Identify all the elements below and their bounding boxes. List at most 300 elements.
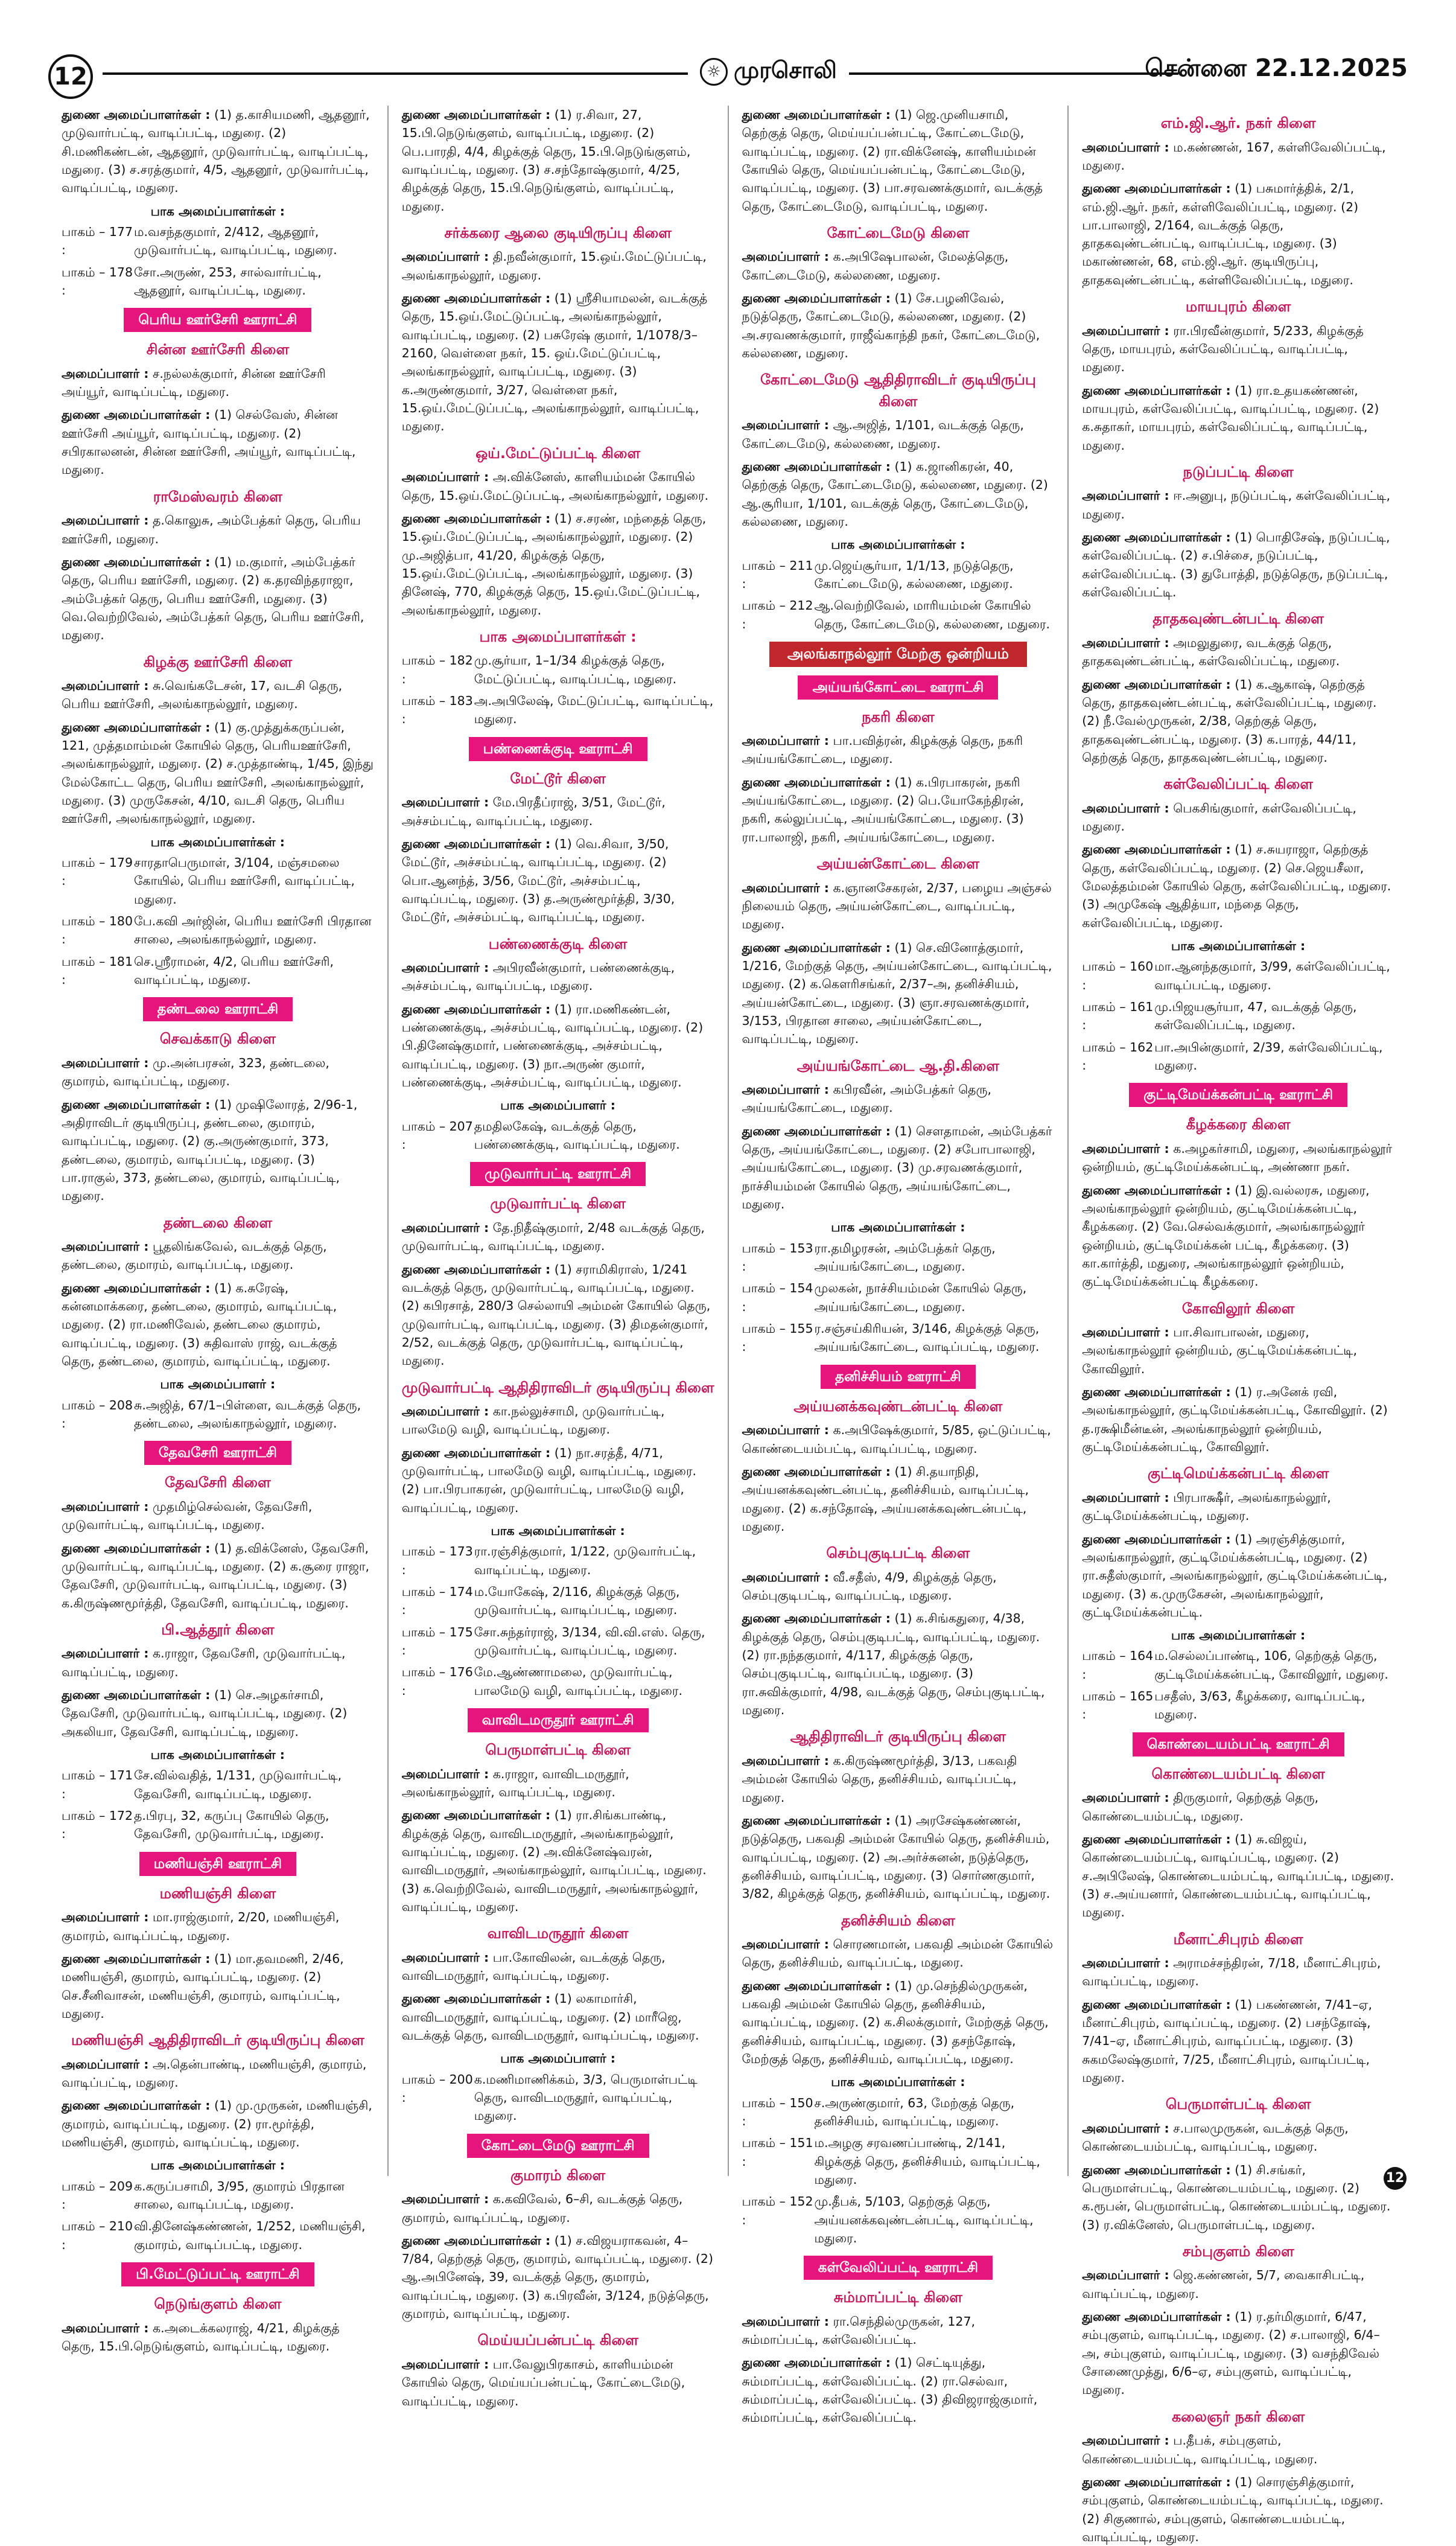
member-entry xyxy=(62,1539,374,1612)
role-label: அமைப்பாளர் : xyxy=(401,1404,489,1419)
member-details: பூதலிங்கவேல், வடக்குத் தெரு, தண்டலை, குமாரம், வாடிப்பட்டி, மதுரை. xyxy=(62,1239,327,1272)
member-details: அ.விக்னேஸ், காளியம்மன் கோயில் தெரு, 15.ஒய்.மேட்டுப்பட்டி, அலங்காநல்லூர், மதுரை. xyxy=(401,470,709,503)
member-details: (1) சே.பழனிவேல், நடுத்தெரு, கோட்டைமேடு, கல்லணை, மதுரை. (2) அ.சரவணக்குமார், ராஜீவ்காந்தி நகர், கோட்டைமேடு, கல்லணை, மதுரை. xyxy=(742,291,1040,361)
booth-agent: ரா.தமிழரசன், அம்பேத்கர் தெரு, அய்யங்கோட்டை, மதுரை. xyxy=(814,1240,996,1274)
role-label: துணை அமைப்பாளர்கள் : xyxy=(1082,2309,1231,2324)
member-entry xyxy=(62,718,374,828)
role-label: அமைப்பாளர் : xyxy=(742,733,829,748)
panchayat-heading: கோட்டைமேடு ஊராட்சி xyxy=(467,2134,649,2158)
member-details: (1) அரசேஷ்கண்ணன், நடுத்தெரு, பகவதி அம்மன் கோயில் தெரு, தனிச்சியம், வாடிப்பட்டி, மதுரை. (2) அ.அர்ச்சுனன், நடுத்தெரு, தனிச்சியம், வாடிப்பட்டி, மதுரை. (3) சொர்ணகுமார், 3/82, கிழக்குத் தெரு, தனிச்சியம், வாடிப்பட்டி, மதுரை. xyxy=(742,1813,1051,1901)
member-entry xyxy=(62,1908,374,1945)
booth-entry xyxy=(742,1239,1055,1276)
member-details: (1) க.சுரேஷ், கன்னமாக்கரை, தண்டலை, குமாரம், வாடிப்பட்டி, மதுரை. (2) ரா.மணிவேல், தண்டலை குமாரம், வாடிப்பட்டி, மதுரை. (3) சுதிவாஸ் ராஜ், வடக்குத் தெரு, தண்டலை, குமாரம், வாடிப்பட்டி, மதுரை. xyxy=(62,1280,337,1369)
member-details: தே.நிதீஷ்குமார், 2/48 வடக்குத் தெரு, முடுவார்பட்டி, வாடிப்பட்டி, மதுரை. xyxy=(401,1220,705,1254)
booth-agent: மு.பிஜயசூர்யா, 47, வடக்குத் தெரு, கள்வேலிப்பட்டி, மதுரை. xyxy=(1154,1000,1357,1033)
member-details: (1) சு.விஜய், கொண்டையம்பட்டி, வாடிப்பட்டி, மதுரை. (2) ச.அபிலேஷ், கொண்டையம்பட்டி, வாடிப்பட்டி, மதுரை. (3) ச.அய்யனார், கொண்டையம்பட்டி, வாடிப்பட்டி, மதுரை. xyxy=(1082,1832,1394,1920)
role-label: துணை அமைப்பாளர்கள் : xyxy=(401,2233,551,2248)
booth-agent: மு.சூர்யா, 1–1/34 கிழக்குத் தெரு, மேட்டுப்பட்டி, வாடிப்பட்டி, மதுரை. xyxy=(474,653,677,686)
member-entry xyxy=(1082,1488,1394,1525)
subheading: பாக அமைப்பாளர் : xyxy=(500,2051,615,2066)
booth-agent: பா.அபின்குமார், 2/39, கள்வேலிப்பட்டி, மதுரை. xyxy=(1154,1039,1383,1073)
member-entry xyxy=(1082,1954,1394,1991)
member-entry xyxy=(742,939,1055,1048)
role-label: துணை அமைப்பாளர்கள் : xyxy=(1082,530,1231,545)
booth-agent: க.கருப்பசாமி, 3/95, குமாரம் பிரதான சாலை, வாடிப்பட்டி, மதுரை. xyxy=(134,2178,345,2212)
member-details: (1) சி.தயாநிதி, அய்யனக்கவுண்டன்பட்டி, தனிச்சியம், வாடிப்பட்டி, மதுரை. (2) க.சந்தோஷ், அய்யனக்கவுண்டன்பட்டி, மதுரை. xyxy=(742,1464,1029,1534)
member-details: (1) செ.அழகர்சாமி, தேவசேரி, முடுவார்பட்டி, வாடிப்பட்டி, மதுரை. (2) அகலியா, தேவசேரி, வாடிப்பட்டி, மதுரை. xyxy=(62,1688,348,1739)
role-label: அமைப்பாளர் : xyxy=(401,795,489,810)
booth-number: பாகம் – 181 : xyxy=(62,954,133,987)
branch-heading: எம்.ஜி.ஆர். நகர் கிளை xyxy=(1160,115,1316,132)
subheading: பாக அமைப்பாளர்கள் : xyxy=(150,1747,285,1763)
booth-number: பாகம் – 211 : xyxy=(742,558,813,592)
panchayat-heading: தேவசேரி ஊராட்சி xyxy=(144,1441,291,1465)
role-label: அமைப்பாளர் : xyxy=(742,2314,829,2329)
booth-entry xyxy=(742,596,1055,633)
member-entry xyxy=(402,1260,714,1370)
member-details: பிரபாக்ஷீர், அலங்காநல்லூர், குட்டிமேய்க்கன்பட்டி, மதுரை. xyxy=(1082,1490,1331,1523)
member-entry xyxy=(1082,179,1394,289)
branch-heading: தாதகவுண்டன்பட்டி கிளை xyxy=(1152,610,1324,628)
member-details: (1) க.சிங்கதுரை, 4/38, கிழக்குத் தெரு, செம்புகுடிபட்டி, வாடிப்பட்டி, மதுரை. (2) ரா.நந்தகுமார், 4/117, கிழக்குத் தெரு, செம்புகுடிபட்டி, வாடிப்பட்டி, மதுரை. (3) ரா.சுவிக்குமார், 4/98, வடக்குத் தெரு, செம்புகுடிபட்டி, மதுரை. xyxy=(742,1611,1045,1718)
member-details: ஆ.அஜித், 1/101, வடக்குத் தெரு, கோட்டைமேடு, கல்லணை, மதுரை. xyxy=(742,418,1024,451)
role-label: துணை அமைப்பாளர்கள் : xyxy=(742,2355,891,2370)
booth-entry xyxy=(62,263,374,300)
member-details: ரா.பிரவீன்குமார், 5/233, கிழக்குத் தெரு, மாயபுரம், கள்வேலிப்பட்டி, வாடிப்பட்டி, மதுரை. xyxy=(1082,323,1364,375)
role-label: அமைப்பாளர் : xyxy=(742,1937,829,1952)
branch-heading: சம்புகுளம் கிளை xyxy=(1182,2242,1294,2260)
member-entry xyxy=(1082,2308,1394,2399)
role-label: அமைப்பாளர் : xyxy=(742,418,829,433)
booth-number: பாகம் – 165 : xyxy=(1082,1689,1154,1722)
booth-number: பாகம் – 151 : xyxy=(742,2136,813,2169)
booth-number: பாகம் – 208 : xyxy=(62,1397,133,1431)
dateline: சென்னை 22.12.2025 xyxy=(1145,54,1408,82)
member-entry xyxy=(742,458,1055,531)
member-entry xyxy=(742,1122,1055,1214)
role-label: துணை அமைப்பாளர்கள் : xyxy=(401,511,551,526)
panchayat-heading: தண்டலை ஊராட்சி xyxy=(143,997,293,1021)
member-details: சொரணமான், பகவதி அம்மன் கோயில் தெரு, தனிச்சியம், வாடிப்பட்டி, மதுரை. xyxy=(742,1937,1054,1970)
member-entry xyxy=(1082,1323,1394,1378)
member-entry xyxy=(402,835,714,927)
booth-agent: சே.வில்வதித், 1/131, முடுவார்பட்டி, தேவசேரி, வாடிப்பட்டி, மதுரை. xyxy=(134,1768,342,1801)
branch-heading: பி.ஆத்தூர் கிளை xyxy=(161,1621,275,1638)
branch-heading: பண்ணைக்குடி கிளை xyxy=(488,935,628,952)
booth-entry xyxy=(62,1396,374,1433)
role-label: துணை அமைப்பாளர்கள் : xyxy=(1082,1531,1231,1546)
branch-heading: மணியஞ்சி கிளை xyxy=(159,1884,276,1902)
booth-number: பாகம் – 164 : xyxy=(1082,1648,1154,1682)
member-details: ச.நல்லக்குமார், சின்ன ஊர்சேரி அய்யூர், வாடிப்பட்டி, மதுரை. xyxy=(62,366,326,400)
masthead xyxy=(48,54,1408,97)
booth-number: பாகம் – 174 : xyxy=(401,1584,473,1618)
member-details: பா.கோவிலன், வடக்குத் தெரு, வாவிடமருதூர், வாடிப்பட்டி, மதுரை. xyxy=(401,1950,666,1983)
member-details: க.அழகர்சாமி, மதுரை, அலங்காநல்லூர் ஒன்றியம், குட்டிமேய்க்கன்பட்டி, அண்ணா நகர். xyxy=(1082,1141,1393,1175)
booth-number: பாகம் – 176 : xyxy=(401,1665,473,1698)
role-label: துணை அமைப்பாளர்கள் : xyxy=(62,107,211,122)
booth-entry xyxy=(742,2094,1055,2131)
member-entry xyxy=(1082,634,1394,671)
role-label: துணை அமைப்பாளர்கள் : xyxy=(742,1464,891,1479)
member-details: (1) த.காசியமணி, ஆதனூர், முடுவார்பட்டி, வாடிப்பட்டி, மதுரை. (2) சி.மணிகண்டன், ஆதனூர், முடுவார்பட்டி, வாடிப்பட்டி, மதுரை. (3) ச.சரத்குமார், 4/5, ஆதனூர், முடுவார்பட்டி, வாடிப்பட்டி, மதுரை. xyxy=(62,107,370,196)
booth-agent: ம.செல்லப்பாண்டி, 106, தெற்குத் தெரு, குட்டிமேய்க்கன்பட்டி, கோவிலூர், மதுரை. xyxy=(1154,1648,1388,1682)
column-2 xyxy=(389,106,729,2408)
role-label: துணை அமைப்பாளர்கள் : xyxy=(1082,2162,1231,2177)
panchayat-heading: வாவிடமருதூர் ஊராட்சி xyxy=(468,1708,649,1732)
booth-entry xyxy=(1082,957,1394,994)
booth-number: பாகம் – 153 : xyxy=(742,1240,813,1274)
role-label: அமைப்பாளர் : xyxy=(62,1646,149,1661)
booth-number: பாகம் – 161 : xyxy=(1082,1000,1154,1033)
member-details: (1) செட்டியுத்து, சும்மாப்பட்டி, கள்வேலிப்பட்டி. (2) ரா.செல்வா, சும்மாப்பட்டி, கள்வேலிப்பட்டி. (3) திவிஜராஜ்குமார், சும்மாப்பட்டி, கள்வேலிப்பட்டி. xyxy=(742,2355,1038,2425)
booth-number: பாகம் – 171 : xyxy=(62,1768,133,1801)
branch-heading: ராமேஸ்வரம் கிளை xyxy=(153,488,282,505)
panchayat-heading: பண்ணைக்குடி ஊராட்சி xyxy=(469,737,647,761)
member-entry xyxy=(62,1686,374,1741)
member-entry xyxy=(1082,2431,1394,2468)
booth-number: பாகம் – 200 : xyxy=(401,2072,473,2105)
member-entry xyxy=(742,1421,1055,1458)
role-label: அமைப்பாளர் : xyxy=(1082,635,1169,650)
role-label: துணை அமைப்பாளர்கள் : xyxy=(62,1951,211,1966)
role-label: துணை அமைப்பாளர்கள் : xyxy=(401,1445,551,1460)
role-label: துணை அமைப்பாளர்கள் : xyxy=(742,1813,891,1828)
member-entry xyxy=(62,2055,374,2092)
role-label: துணை அமைப்பாளர்கள் : xyxy=(1082,842,1231,857)
role-label: அமைப்பாளர் : xyxy=(742,880,829,895)
member-details: (1) சி.சங்கர், பெருமாள்பட்டி, கொண்டையம்பட்டி, மதுரை. (2) க.ரூபன், பெருமாள்பட்டி, கொண்டையம்பட்டி, மதுரை. (3) ர.விக்னேஸ், பெருமாள்பட்டி, மதுரை. xyxy=(1082,2162,1391,2232)
branch-heading: அய்யனக்கவுண்டன்பட்டி கிளை xyxy=(793,1397,1003,1415)
role-label: அமைப்பாளர் : xyxy=(1082,1956,1169,1971)
booth-number: பாகம் – 178 : xyxy=(62,264,133,298)
member-entry xyxy=(1082,1996,1394,2087)
member-entry xyxy=(742,1935,1055,1972)
booth-number: பாகம் – 207 : xyxy=(401,1118,473,1152)
member-details: (1) சராமிகிராஸ், 1/241 வடக்குத் தெரு, முடுவார்பட்டி, வாடிப்பட்டி, மதுரை. (2) கபிரசாத், 280/3 செல்லாயி அம்மன் கோயில் தெரு, முடுவார்பட்டி, வாடிப்பட்டி, மதுரை. (3) திமதன்குமார், 2/52, வடக்குத் தெரு, முடுவார்பட்டி, வாடிப்பட்டி, மதுரை. xyxy=(401,1262,711,1368)
role-label: அமைப்பாளர் : xyxy=(401,249,489,264)
role-label: துணை அமைப்பாளர்கள் : xyxy=(62,1540,211,1555)
role-label: துணை அமைப்பாளர்கள் : xyxy=(401,1991,551,2006)
branch-heading: மீனாட்சிபுரம் கிளை xyxy=(1173,1930,1303,1948)
branch-heading: முடுவார்பட்டி ஆதிதிராவிடர் குடியிருப்பு கிளை xyxy=(401,1379,714,1396)
member-details: (1) ச.சரண், மந்தைத் தெரு, 15.ஒய்.மேட்டுப்பட்டி, அலங்காநல்லூர், மதுரை. (2) மு.அஜித்பா, 41/20, கிழக்குத் தெரு, 15.ஒய்.மேட்டுப்பட்டி, அலங்காநல்லூர், மதுரை. (3) தினேஷ், 770, கிழக்குத் தெரு, 15.ஒய்.மேட்டுப்பட்டி, அலங்காநல்லூர், மதுரை. xyxy=(401,511,707,617)
role-label: துணை அமைப்பாளர்கள் : xyxy=(742,459,891,474)
branch-heading: மணியஞ்சி ஆதிதிராவிடர் குடியிருப்பு கிளை xyxy=(71,2032,364,2049)
booth-entry xyxy=(402,1583,714,1619)
booth-entry xyxy=(742,557,1055,593)
booth-agent: ஆ.வெற்றிவேல், மாரியம்மன் கோயில் தெரு, கோட்டைமேடு, கல்லணை, மதுரை. xyxy=(814,598,1051,631)
branch-heading: தேவசேரி கிளை xyxy=(165,1474,271,1492)
newspaper-title: முரசொலி xyxy=(734,57,837,83)
role-label: அமைப்பாளர் : xyxy=(401,960,489,975)
booth-entry xyxy=(402,1663,714,1700)
member-entry xyxy=(1082,1530,1394,1622)
subheading: பாக அமைப்பாளர்கள் : xyxy=(150,203,285,219)
booth-number: பாகம் – 209 : xyxy=(62,2178,133,2212)
role-label: துணை அமைப்பாளர்கள் : xyxy=(62,1280,211,1295)
member-details: அராமச்சந்திரன், 7/18, மீனாட்சிபுரம், வாடிப்பட்டி, மதுரை. xyxy=(1082,1956,1381,1989)
member-entry xyxy=(62,106,374,197)
booth-agent: மா.ஆனந்தகுமார், 3/99, கள்வேலிப்பட்டி, வாடிப்பட்டி, மதுரை. xyxy=(1154,959,1390,992)
role-label: துணை அமைப்பாளர்கள் : xyxy=(1082,1182,1231,1198)
booth-agent: ம.அழகு சரவணப்பாண்டி, 2/141, கிழக்குத் தெரு, தனிச்சியம், வாடிப்பட்டி, மதுரை. xyxy=(814,2136,1040,2187)
role-label: துணை அமைப்பாளர்கள் : xyxy=(742,1123,891,1138)
booth-number: பாகம் – 155 : xyxy=(742,1321,813,1354)
subheading: பாக அமைப்பாளர்கள் : xyxy=(150,834,285,849)
branch-heading: கோட்டைமேடு கிளை xyxy=(827,224,970,241)
booth-number: பாகம் – 175 : xyxy=(401,1624,473,1657)
role-label: அமைப்பாளர் : xyxy=(742,1423,829,1438)
member-details: கபிரவீன், அம்பேத்கர் தெரு, அய்யங்கோட்டை, மதுரை. xyxy=(742,1082,992,1115)
role-label: துணை அமைப்பாளர்கள் : xyxy=(62,407,211,423)
member-details: பா.சிவாபாலன், மதுரை, அலங்காநல்லூர் ஒன்றியம், குட்டிமேய்க்கன்பட்டி, கோவிலூர். xyxy=(1082,1325,1357,1376)
member-entry xyxy=(402,2232,714,2323)
branch-heading: நகரி கிளை xyxy=(862,708,935,726)
member-entry xyxy=(62,677,374,713)
role-label: அமைப்பாளர் : xyxy=(401,2192,489,2207)
role-label: அமைப்பாளர் : xyxy=(1082,1790,1169,1805)
booth-number: பாகம் – 173 : xyxy=(401,1544,473,1577)
member-details: திருகுமார், தெற்குத் தெரு, கொண்டையம்பட்டி, மதுரை. xyxy=(1082,1790,1319,1823)
branch-heading: செவக்காடு கிளை xyxy=(159,1030,276,1048)
member-details: ஜெ.கண்ணன், 5/7, வைகாசிபட்டி, வாடிப்பட்டி, மதுரை. xyxy=(1082,2268,1365,2301)
role-label: அமைப்பாளர் : xyxy=(1082,323,1169,338)
member-entry xyxy=(742,773,1055,846)
role-label: துணை அமைப்பாளர்கள் : xyxy=(401,1001,551,1016)
newspaper-logo-icon: ☼ xyxy=(700,58,728,86)
member-details: க.கவிவேல், 6–சி, வடக்குத் தெரு, குமாரம், வாடிப்பட்டி, மதுரை. xyxy=(401,2192,683,2225)
member-details: அ.தென்பாண்டி, மணியஞ்சி, குமாரம், வாடிப்பட்டி, மதுரை. xyxy=(62,2056,367,2090)
branch-heading: மாயபுரம் கிளை xyxy=(1185,298,1291,316)
member-details: கா.நல்லுச்சாமி, முடுவார்பட்டி, பாலமேடு வழி, வாடிப்பட்டி, மதுரை. xyxy=(401,1404,665,1437)
member-details: (1) ஜெ.முனியசாமி, தெற்குத் தெரு, மெய்யப்பன்பட்டி, கோட்டைமேடு, வாடிப்பட்டி, மதுரை. (2) ரா.விக்னேஷ், காளியம்மன் கோயில் தெரு, மெய்யப்பன்பட்டி, கோட்டைமேடு, வாடிப்பட்டி, மதுரை. (3) பா.சரவணக்குமார், வடக்குத் தெரு, கோட்டைமேடு, வாடிப்பட்டி, மதுரை. xyxy=(742,107,1043,214)
role-label: துணை அமைப்பாளர்கள் : xyxy=(1082,2474,1231,2489)
booth-agent: அ.அபிலேஷ், மேட்டுப்பட்டி, வாடிப்பட்டி, மதுரை. xyxy=(474,694,714,727)
booth-number: பாகம் – 154 : xyxy=(742,1281,813,1314)
member-entry xyxy=(742,1463,1055,1536)
member-details: (1) ம.குமார், அம்பேத்கர் தெரு, பெரிய ஊர்சேரி, மதுரை. (2) க.தரவிந்தராஜா, அம்பேத்கர் தெரு, பெரிய ஊர்சேரி, மதுரை. (3) வெ.வெற்றிவேல், அம்பேத்கர் தெரு, பெரிய ஊர்சேரி, மதுரை. xyxy=(62,554,364,643)
member-details: ஈ.அனுபு, நடுப்பட்டி, கள்வேலிப்பட்டி, மதுரை. xyxy=(1082,488,1391,522)
member-details: (1) ச.விஜயராகவன், 4–7/84, தெற்குத் தெரு, குமாரம், வாடிப்பட்டி, மதுரை. (2) ஆ.அபினேஷ், 39, வடக்குத் தெரு, குமாரம், வாடிப்பட்டி, மதுரை. (3) க.பிரவீன், 3/124, நடுத்தெரு, குமாரம், வாடிப்பட்டி, மதுரை. xyxy=(401,2233,713,2321)
subheading: பாக அமைப்பாளர் : xyxy=(500,1098,615,1113)
role-label: அமைப்பாளர் : xyxy=(62,1910,149,1925)
member-entry xyxy=(62,1054,374,1091)
role-label: துணை அமைப்பாளர்கள் : xyxy=(401,291,551,306)
member-details: மே.பிரதீப்ராஜ், 3/51, மேட்டூர், அச்சம்பட்டி, வாடிப்பட்டி, மதுரை. xyxy=(401,795,666,828)
subheading: பாக அமைப்பாளர்கள் : xyxy=(831,1220,965,1235)
branch-heading: செம்புகுடிபட்டி கிளை xyxy=(826,1545,970,1562)
branch-heading: குமாரம் கிளை xyxy=(510,2166,606,2184)
booth-agent: சு.அஜித், 67/1–பிள்ளை, வடக்குத் தெரு, தண்டலை, அலங்காநல்லூர், மதுரை. xyxy=(134,1397,361,1431)
member-entry xyxy=(62,553,374,645)
member-details: (1) க.ஜானிகரன், 40, தெற்குத் தெரு, கோட்டைமேடு, கல்லணை, மதுரை. (2) ஆ.சூரியா, 1/101, வடக்குத் தெரு, கோட்டைமேடு, கல்லணை, மதுரை. xyxy=(742,459,1048,529)
role-label: துணை அமைப்பாளர்கள் : xyxy=(1082,181,1231,196)
booth-agent: மு.ஜெய்சூர்யா, 1/1/13, நடுத்தெரு, கோட்டைமேடு, கல்லணை, மதுரை. xyxy=(814,558,1014,592)
branch-heading: மேட்டூர் கிளை xyxy=(510,770,606,787)
booth-number: பாகம் – 182 : xyxy=(401,653,473,686)
member-details: க.ராஜா, வாவிடமருதூர், அலங்காநல்லூர், வாடிப்பட்டி, மதுரை. xyxy=(401,1766,629,1799)
role-label: அமைப்பாளர் : xyxy=(62,1055,149,1070)
role-label: அமைப்பாளர் : xyxy=(1082,2433,1169,2448)
role-label: அமைப்பாளர் : xyxy=(401,470,489,485)
booth-entry xyxy=(1082,1687,1394,1724)
masthead-rule xyxy=(103,72,1178,75)
newspaper-name xyxy=(688,57,849,87)
booth-agent: ச.அருண்குமார், 63, மேற்குத் தெரு, தனிச்சியம், வாடிப்பட்டி, மதுரை. xyxy=(814,2095,1015,2128)
booth-agent: முலகன், நாச்சியம்மன் கோயில் தெரு, அய்யங்கோட்டை, மதுரை. xyxy=(814,1281,1027,1314)
member-entry xyxy=(62,365,374,401)
role-label: துணை அமைப்பாளர்கள் : xyxy=(62,2098,211,2113)
role-label: அமைப்பாளர் : xyxy=(62,366,149,381)
role-label: துணை அமைப்பாளர்கள் : xyxy=(1082,677,1231,692)
member-entry xyxy=(742,1080,1055,1117)
member-details: (1) சொரஞ்சித்குமார், சம்புகுளம், கொண்டையம்பட்டி, வாடிப்பட்டி, மதுரை. (2) சிகுணால், சம்புகுளம், கொண்டையம்பட்டி, வாடிப்பட்டி, மதுரை. xyxy=(1082,2474,1384,2544)
booth-number: பாகம் – 160 : xyxy=(1082,959,1154,992)
booth-entry xyxy=(742,1319,1055,1356)
member-entry xyxy=(62,511,374,548)
member-entry xyxy=(62,1096,374,1205)
member-entry xyxy=(1082,1383,1394,1456)
role-label: அமைப்பாளர் : xyxy=(742,249,829,264)
member-details: ப.தீபக், சம்புகுளம், கொண்டையம்பட்டி, வாடிப்பட்டி, மதுரை. xyxy=(1082,2433,1318,2466)
member-entry xyxy=(402,106,714,215)
member-entry xyxy=(742,247,1055,284)
member-details: (1) சௌதாமன், அம்பேத்கர் தெரு, அய்யங்கோட்டை, மதுரை. (2) சபோபாலாஜி, அய்யங்கோட்டை, மதுரை. (3) மு.சரவணக்குமார், நாச்சியம்மன் கோயில் தெரு, அய்யங்கோட்டை, மதுரை. xyxy=(742,1123,1052,1212)
member-details: க.அபிஷேபாலன், மேலத்தெரு, கோட்டைமேடு, கல்லணை, மதுரை. xyxy=(742,249,1009,282)
booth-entry xyxy=(62,1807,374,1843)
panchayat-heading: பெரிய ஊர்சேரி ஊராட்சி xyxy=(124,308,311,332)
role-label: அமைப்பாளர் : xyxy=(1082,2120,1169,2136)
member-entry xyxy=(742,2353,1055,2426)
booth-agent: க.மணிமாணிக்கம், 3/3, பெருமாள்பட்டி தெரு, வாவிடமருதூர், வாடிப்பட்டி, மதுரை. xyxy=(474,2072,698,2123)
member-details: (1) த.விக்னேஸ், தேவசேரி, முடுவார்பட்டி, வாடிப்பட்டி, மதுரை. (2) க.சூரை ராஜா, தேவசேரி, முடுவார்பட்டி, வாடிப்பட்டி, மதுரை. (3) க.கிருஷ்ணமூர்த்தி, தேவசேரி, வாடிப்பட்டி, மதுரை. xyxy=(62,1540,370,1610)
member-entry xyxy=(742,1752,1055,1807)
booth-agent: மே.ஆண்ணாமலை, முடுவார்பட்டி, பாலமேடு வழி, வாடிப்பட்டி, மதுரை. xyxy=(474,1665,683,1698)
booth-agent: பசதீஸ், 3/63, கீழக்கரை, வாடிப்பட்டி, மதுரை. xyxy=(1154,1689,1365,1722)
member-details: தி.நவீன்குமார், 15.ஒய்.மேட்டுப்பட்டி, அலங்காநல்லூர், மதுரை. xyxy=(401,249,707,282)
booth-number: பாகம் – 179 : xyxy=(62,855,133,889)
member-details: (1) க.பிரபாகரன், நகரி அய்யங்கோட்டை, மதுரை. (2) பெ.யோகேந்திரன், நகரி, கல்லுப்பட்டி, அய்யங்கோட்டை, மதுரை. (3) ரா.பாலாஜி, நகரி, அய்யங்கோட்டை, மதுரை. xyxy=(742,774,1024,844)
booth-agent: பே.கவி அர்ஜின், பெரிய ஊர்சேரி பிரதான சாலை, அலங்காநல்லூர், மதுரை. xyxy=(134,914,372,947)
role-label: அமைப்பாளர் : xyxy=(401,2356,489,2372)
footer-page-number: 12 xyxy=(1384,2167,1407,2190)
member-details: (1) க.ஆகாஷ், தெற்குத் தெரு, தாதகவுண்டன்பட்டி, கள்வேலிப்பட்டி, மதுரை. (2) நீ.வேல்முருகன், 2/38, தெற்குத் தெரு, தாதகவுண்டன்பட்டி, மதுரை. (3) க.பாரத், 44/11, தெற்குத் தெரு, தாதகவுண்டன்பட்டி, மதுரை. xyxy=(1082,677,1377,765)
branch-heading: கீழக்கரை கிளை xyxy=(1186,1116,1291,1134)
branch-heading: சின்ன ஊர்சேரி கிளை xyxy=(146,341,290,359)
booth-entry xyxy=(402,651,714,688)
member-entry xyxy=(402,1989,714,2044)
member-entry xyxy=(62,1644,374,1681)
article-columns xyxy=(48,106,1408,2544)
booth-entry xyxy=(402,1542,714,1579)
role-label: துணை அமைப்பாளர்கள் : xyxy=(742,1611,891,1626)
panchayat-heading: தனிச்சியம் ஊராட்சி xyxy=(821,1365,976,1389)
booth-entry xyxy=(402,692,714,729)
member-entry xyxy=(402,509,714,619)
column-1 xyxy=(48,106,389,2353)
role-label: அமைப்பாளர் : xyxy=(1082,488,1169,503)
booth-number: பாகம் – 180 : xyxy=(62,914,133,947)
panchayat-heading: மணியஞ்சி ஊராட்சி xyxy=(139,1852,296,1876)
member-details: (1) ஸ்ரீசியாமலன், வடக்குத் தெரு, 15.ஒய்.மேட்டுப்பட்டி, அலங்காநல்லூர், வாடிப்பட்டி, மதுரை. (2) பசுரேஷ் குமார், 1/1078/3–2160, வெள்ளை நகர், 15. ஒய்.மேட்டுப்பட்டி, அலங்காநல்லூர், வாடிப்பட்டி, மதுரை. (3) க.அருண்குமார், 3/27, வெள்ளை நகர், 15.ஒய்.மேட்டுப்பட்டி, அலங்காநல்லூர், வாடிப்பட்டி, மதுரை. xyxy=(401,291,708,434)
subheading: பாக அமைப்பாளர்கள் : xyxy=(491,1523,625,1539)
role-label: துணை அமைப்பாளர்கள் : xyxy=(742,107,891,122)
subheading: பாக அமைப்பாளர்கள் : xyxy=(150,2158,285,2173)
member-details: (1) ரா.உதயகண்ணன், மாயபுரம், கள்வேலிப்பட்டி, வாடிப்பட்டி, மதுரை. (2) க.சுதாகர், மாயபுரம், கள்வேலிப்பட்டி, வாடிப்பட்டி, மதுரை. xyxy=(1082,383,1379,453)
booth-number: பாகம் – 152 : xyxy=(742,2194,813,2227)
branch-heading: சும்மாப்பட்டி கிளை xyxy=(833,2289,962,2306)
role-label: துணை அமைப்பாளர்கள் : xyxy=(62,1097,211,1112)
booth-number: பாகம் – 212 : xyxy=(742,598,813,631)
member-details: (1) கு.முத்துக்கருப்பன், 121, முத்தமாம்மன் கோயில் தெரு, பெரியஊர்சேரி, அலங்காநல்லூர், மதுரை. (2) ச.முத்தாண்டி, 1/45, இந்து மேல்கோட்ட தெரு, பெரிய ஊர்சேரி, அலங்காநல்லூர், மதுரை. (3) முருகேசன், 4/10, வடசி தெரு, பெரிய ஊர்சேரி, அலங்காநல்லூர், மதுரை. xyxy=(62,719,374,826)
booth-entry xyxy=(62,912,374,949)
role-label: துணை அமைப்பாளர்கள் : xyxy=(742,291,891,306)
booth-number: பாகம் – 162 : xyxy=(1082,1039,1154,1073)
member-details: (1) இ.வல்லரசு, மதுரை, அலங்காநல்லூர் ஒன்றியம், குட்டிமேய்க்கன்பட்டி, கீழக்கரை. (2) வே.செல்வக்குமார், அலங்காநல்லூர் ஒன்றியம், குட்டிமேய்க்கன் பட்டி, கீழக்கரை. (3) கா.கார்த்தி, மதுரை, அலங்காநல்லூர் ஒன்றியம், குட்டிமேய்க்கன்பட்டி கீழக்கரை. xyxy=(1082,1182,1370,1289)
column-3 xyxy=(729,106,1069,2425)
member-entry xyxy=(402,1444,714,1517)
member-details: முதமிழ்செல்வன், தேவசேரி, முடுவார்பட்டி, வாடிப்பட்டி, மதுரை. xyxy=(62,1499,313,1533)
member-details: வீ.சதீஸ், 4/9, கிழக்குத் தெரு, செம்புகுடிபட்டி, வாடிப்பட்டி, மதுரை. xyxy=(742,1569,997,1603)
role-label: துணை அமைப்பாளர்கள் : xyxy=(742,1978,891,1993)
branch-heading: அய்யன்கோட்டை கிளை xyxy=(816,855,980,873)
member-entry xyxy=(1082,487,1394,523)
branch-heading: குட்டிமெய்க்கன்பட்டி கிளை xyxy=(1147,1465,1329,1482)
member-entry xyxy=(1082,1788,1394,1825)
booth-agent: வி.தினேஷ்கண்ணன், 1/252, மணியஞ்சி, குமாரம், வாடிப்பட்டி, மதுரை. xyxy=(134,2219,366,2252)
member-details: க.கிருஷ்ணமூர்த்தி, 3/13, பகவதி அம்மன் கோயில் தெரு, தனிச்சியம், வாடிப்பட்டி, மதுரை. xyxy=(742,1753,1017,1805)
member-entry xyxy=(742,1609,1055,1719)
member-details: (1) ர.அனேக் ரவி, அலங்காநல்லூர், குட்டிமேய்க்கன்பட்டி, கோவிலூர். (2) த.ரக்ஷிமீன்டீன், அலங்காநல்லூர் ஒன்றியம், குட்டிமேய்க்கன்பட்டி, கோவிலூர். xyxy=(1082,1385,1388,1455)
booth-entry xyxy=(62,223,374,260)
branch-heading: பெருமாள்பட்டி கிளை xyxy=(485,1741,631,1759)
booth-entry xyxy=(62,952,374,989)
member-details: (1) ச.சுயராஜா, தெற்குத் தெரு, கள்வேலிப்பட்டி, மதுரை. (2) செ.ஜெயசீலா, மேலத்தம்மன் கோயில் தெரு, கள்வேலிப்பட்டி, மதுரை. (3) அமுகேஷ் ஆதித்யா, மந்தை தெரு, கள்வேலிப்பட்டி, மதுரை. xyxy=(1082,842,1391,930)
member-entry xyxy=(1082,2473,1394,2546)
branch-heading: கள்வேலிப்பட்டி கிளை xyxy=(1163,776,1314,793)
member-entry xyxy=(1082,799,1394,836)
role-label: அமைப்பாளர் : xyxy=(62,1239,149,1254)
member-entry xyxy=(1082,138,1394,175)
member-details: (1) செ.வினோத்குமார், 1/216, மேற்குத் தெரு, அய்யன்கோட்டை, வாடிப்பட்டி, மதுரை. (2) க.கௌரிசங்கர், 2/37–அ, தனிச்சியம், அய்யன்கோட்டை, மதுரை. (3) ஞா.சரவணக்குமார், 3/153, பிரதான சாலை, அய்யன்கோட்டை, வாடிப்பட்டி, மதுரை. xyxy=(742,940,1052,1047)
member-entry xyxy=(402,247,714,284)
member-entry xyxy=(1082,1181,1394,1291)
member-entry xyxy=(402,1765,714,1802)
member-entry xyxy=(742,732,1055,768)
role-label: அமைப்பாளர் : xyxy=(62,1499,149,1514)
member-entry xyxy=(742,106,1055,215)
page-number: 12 xyxy=(48,54,93,99)
booth-number: பாகம் – 177 : xyxy=(62,224,133,258)
union-heading: அலங்காநல்லூர் மேற்கு ஒன்றியம் xyxy=(769,642,1027,667)
member-entry xyxy=(62,2319,374,2356)
member-entry xyxy=(62,1950,374,2023)
role-label: துணை அமைப்பாளர்கள் : xyxy=(401,1808,551,1823)
branch-heading: நடுப்பட்டி கிளை xyxy=(1183,463,1294,480)
booth-number: பாகம் – 210 : xyxy=(62,2219,133,2252)
booth-agent: சாரதாபெருமாள், 3/104, மஞ்சமலை கோயில், பெரிய ஊர்சேரி, வாடிப்பட்டி, மதுரை. xyxy=(134,855,355,907)
booth-entry xyxy=(62,853,374,908)
role-label: அமைப்பாளர் : xyxy=(742,1753,829,1768)
member-entry xyxy=(1082,2161,1394,2234)
role-label: அமைப்பாளர் : xyxy=(401,1220,489,1235)
role-label: துணை அமைப்பாளர்கள் : xyxy=(742,774,891,790)
panchayat-heading: கள்வேலிப்பட்டி ஊராட்சி xyxy=(804,2256,993,2280)
member-details: மா.ராஜ்குமார், 2/20, மணியஞ்சி, குமாரம், வாடிப்பட்டி, மதுரை. xyxy=(62,1910,340,1943)
role-label: அமைப்பாளர் : xyxy=(401,1950,489,1965)
role-label: அமைப்பாளர் : xyxy=(62,2056,149,2072)
